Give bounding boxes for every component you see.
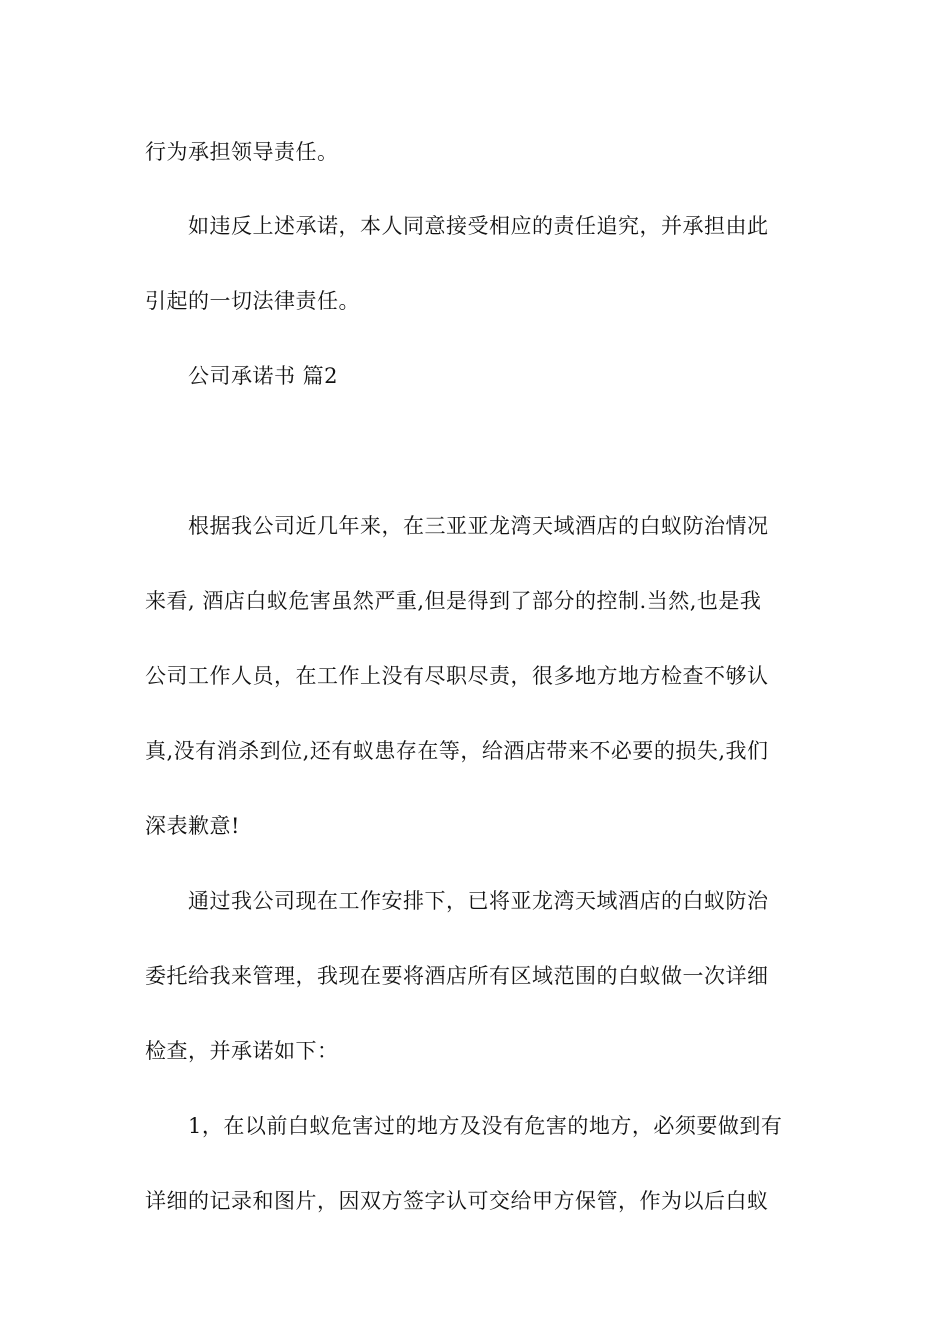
text-line: 来看, 酒店白蚁危害虽然严重,但是得到了部分的控制.当然,也是我 bbox=[145, 589, 762, 613]
text-line: 行为承担领导责任。 bbox=[145, 140, 339, 164]
text-line: 真,没有消杀到位,还有蚁患存在等，给酒店带来不必要的损失,我们 bbox=[145, 739, 769, 763]
text-line: 委托给我来管理，我现在要将酒店所有区域范围的白蚁做一次详细 bbox=[145, 964, 769, 988]
text-line: 公司工作人员，在工作上没有尽职尽责，很多地方地方检查不够认 bbox=[145, 664, 769, 688]
text-line: 如违反上述承诺，本人同意接受相应的责任追究，并承担由此 bbox=[188, 214, 769, 238]
text-line: 检查，并承诺如下： bbox=[145, 1039, 339, 1063]
text-line: 通过我公司现在工作安排下，已将亚龙湾天域酒店的白蚁防治 bbox=[188, 889, 769, 913]
text-line: 1，在以前白蚁危害过的地方及没有危害的地方，必须要做到有 bbox=[188, 1114, 783, 1138]
text-line: 引起的一切法律责任。 bbox=[145, 289, 360, 313]
text-line: 根据我公司近几年来，在三亚亚龙湾天域酒店的白蚁防治情况 bbox=[188, 514, 769, 538]
section-heading: 公司承诺书 篇2 bbox=[188, 364, 339, 388]
text-line: 深表歉意! bbox=[145, 814, 240, 838]
text-line: 详细的记录和图片，因双方签字认可交给甲方保管，作为以后白蚁 bbox=[145, 1189, 769, 1213]
